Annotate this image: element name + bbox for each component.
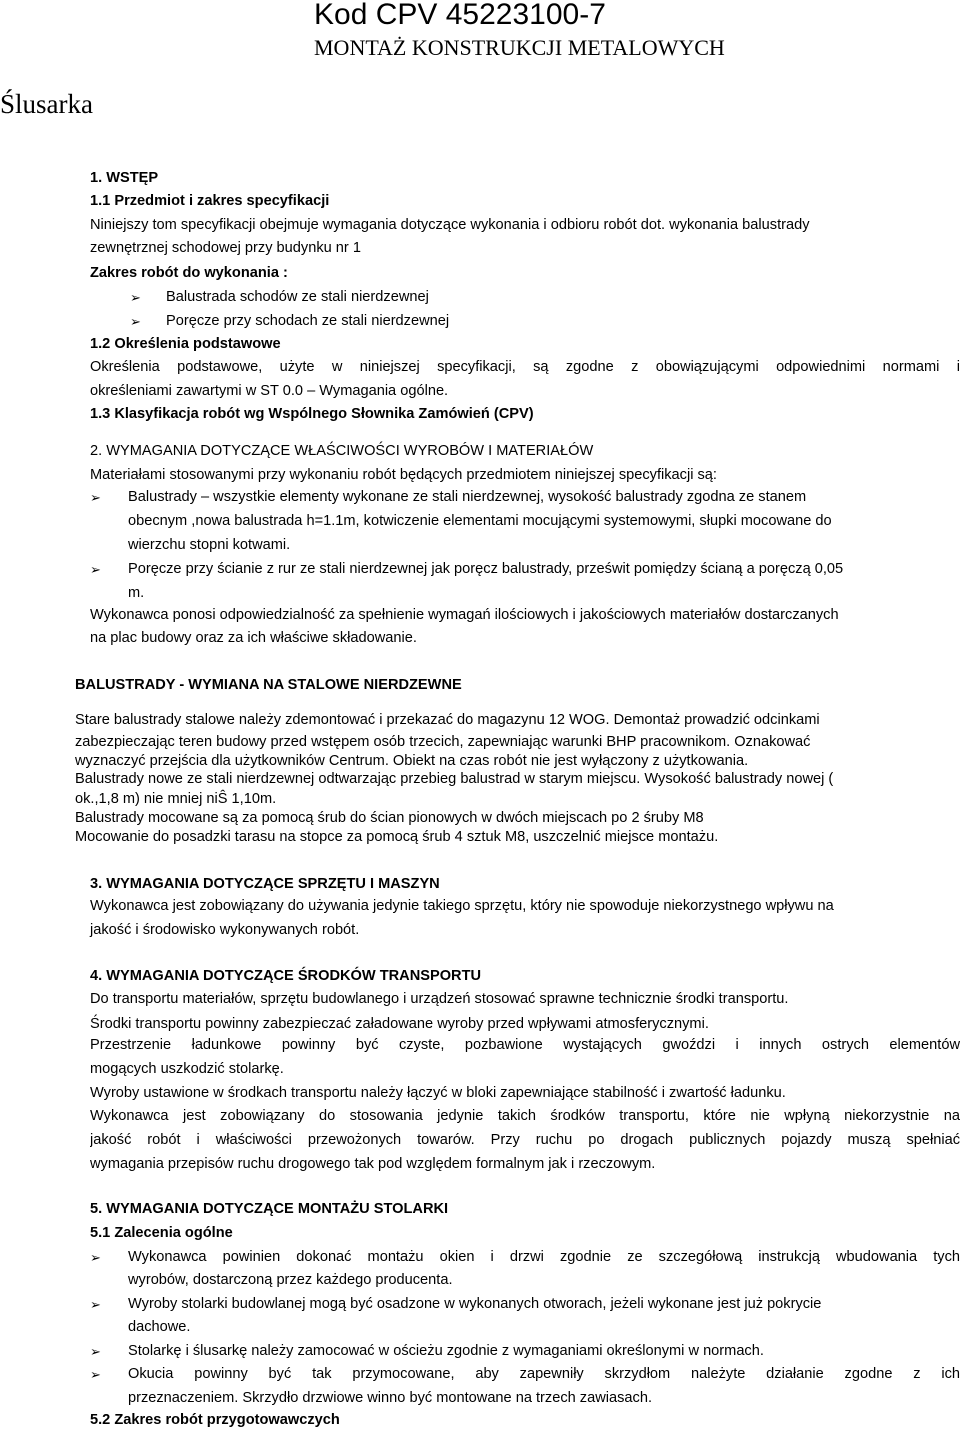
list-item: Poręcze przy ścianie z rur ze stali nierdzewnej jak poręcz balustrady, prześwit pomiędzy ścianą a poręczą 0,05 bbox=[128, 561, 844, 577]
paragraph-line: Środki transportu powinny zabezpieczać załadowane wyroby przed wpływami atmosferycznymi. bbox=[90, 1016, 709, 1032]
paragraph-line: Określenia podstawowe, użyte w niniejszej specyfikacji, są zgodne z obowiązującymi odpowiednimi normami i bbox=[90, 359, 960, 375]
bullet-arrow-icon: ➢ bbox=[90, 1367, 101, 1382]
paragraph-line: wymagania przepisów ruchu drogowego tak pod względem formalnym jak i rzeczowym. bbox=[90, 1156, 656, 1172]
paragraph-line: Materiałami stosowanymi przy wykonaniu robót będących przedmiotem niniejszej specyfikacji są: bbox=[90, 467, 717, 483]
paragraph-line: jakość robót i właściwości przewożonych towarów. Przy ruchu po drogach publicznych pojazdy muszą spełniać bbox=[90, 1132, 960, 1148]
paragraph-line: Stare balustrady stalowe należy zdemontować i przekazać do magazynu 12 WOG. Demontaż prowadzić odcinkami bbox=[75, 712, 820, 728]
paragraph-line: wyznaczyć przejścia dla użytkowników Centrum. Obiekt na czas robót nie jest wyłączony z użytkowania. bbox=[75, 753, 749, 769]
paragraph-label: Zakres robót do wykonania : bbox=[90, 265, 288, 281]
subsection-heading: 5.2 Zakres robót przygotowawczych bbox=[90, 1412, 340, 1428]
section-heading: 5. WYMAGANIA DOTYCZĄCE MONTAŻU STOLARKI bbox=[90, 1201, 449, 1217]
list-item: Stolarkę i ślusarkę należy zamocować w ościeżu zgodnie z wymaganiami określonymi w normach. bbox=[128, 1343, 764, 1359]
list-item-continuation: przeznaczeniem. Skrzydło drzwiowe winno być montowane na trzech zawiasach. bbox=[128, 1390, 652, 1406]
list-item-continuation: dachowe. bbox=[128, 1319, 191, 1335]
paragraph-line: zewnętrznej schodowej przy budynku nr 1 bbox=[90, 240, 361, 256]
cpv-code-title: Kod CPV 45223100-7 bbox=[314, 0, 606, 31]
paragraph-line: Wykonawca jest zobowiązany do używania jedynie takiego sprzętu, który nie spowoduje niekorzystnego wpływu na bbox=[90, 898, 834, 914]
paragraph-line: ok.,1,8 m) nie mniej niŜ 1,10m. bbox=[75, 791, 277, 807]
section-heading: BALUSTRADY - WYMIANA NA STALOWE NIERDZEWNE bbox=[75, 677, 462, 693]
list-item: Balustrady – wszystkie elementy wykonane ze stali nierdzewnej, wysokość balustrady zgodna ze stanem bbox=[128, 489, 807, 505]
list-item: Wyroby stolarki budowlanej mogą być osadzone w wykonanych otworach, jeżeli wykonane jest już pokrycie bbox=[128, 1296, 822, 1312]
list-item-continuation: wyrobów, dostarczoną przez każdego producenta. bbox=[128, 1272, 453, 1288]
paragraph-line: mogących uszkodzić stolarkę. bbox=[90, 1061, 284, 1077]
bullet-arrow-icon: ➢ bbox=[90, 562, 101, 577]
list-item: Wykonawca powinien dokonać montażu okien i drzwi zgodnie ze szczegółową instrukcją wbudowania tych bbox=[128, 1249, 960, 1265]
bullet-arrow-icon: ➢ bbox=[90, 1250, 101, 1265]
paragraph-line: Balustrady nowe ze stali nierdzewnej odtwarzając przebieg balustrad w starym miejscu. Wysokość balustrady nowej ( bbox=[75, 771, 834, 787]
subsection-heading: 5.1 Zalecenia ogólne bbox=[90, 1225, 233, 1241]
document-subtitle: MONTAŻ KONSTRUKCJI METALOWYCH bbox=[314, 35, 725, 60]
bullet-arrow-icon: ➢ bbox=[130, 314, 141, 329]
subsection-heading: 1.1 Przedmiot i zakres specyfikacji bbox=[90, 193, 330, 209]
paragraph-line: Wykonawca jest zobowiązany do stosowania jedynie takich środków transportu, które nie wpłyną niekorzystnie na bbox=[90, 1108, 960, 1124]
section-heading: 1. WSTĘP bbox=[90, 170, 159, 186]
section-heading: 3. WYMAGANIA DOTYCZĄCE SPRZĘTU I MASZYN bbox=[90, 876, 440, 892]
paragraph-line: zabezpieczając teren budowy przed wstępem osób trzecich, zapewniając warunki BHP pracownikom. Oznakować bbox=[75, 734, 811, 750]
paragraph-line: Balustrady mocowane są za pomocą śrub do ścian pionowych w dwóch miejscach po 2 śruby M8 bbox=[75, 810, 704, 826]
bullet-arrow-icon: ➢ bbox=[90, 1344, 101, 1359]
subsection-heading: 1.2 Określenia podstawowe bbox=[90, 336, 281, 352]
list-item-continuation: obecnym ,nowa balustrada h=1.1m, kotwiczenie elementami mocującymi systemowymi, słupki mocowane do bbox=[128, 513, 832, 529]
paragraph-line: Wykonawca ponosi odpowiedzialność za spełnienie wymagań ilościowych i jakościowych materiałów dostarczanych bbox=[90, 607, 839, 623]
paragraph-line: Mocowanie do posadzki tarasu na stopce za pomocą śrub 4 sztuk M8, uszczelnić miejsce montażu. bbox=[75, 829, 719, 845]
subsection-heading: 1.3 Klasyfikacja robót wg Wspólnego Słownika Zamówień (CPV) bbox=[90, 406, 534, 422]
paragraph-line: określeniami zawartymi w ST 0.0 – Wymagania ogólne. bbox=[90, 383, 449, 399]
bullet-arrow-icon: ➢ bbox=[90, 1297, 101, 1312]
paragraph-line: Do transportu materiałów, sprzętu budowlanego i urządzeń stosować sprawne technicznie środki transportu. bbox=[90, 991, 789, 1007]
list-item-continuation: wierzchu stopni kotwami. bbox=[128, 537, 291, 553]
paragraph-line: jakość i środowisko wykonywanych robót. bbox=[90, 922, 360, 938]
section-heading: 2. WYMAGANIA DOTYCZĄCE WŁAŚCIWOŚCI WYROBÓW I MATERIAŁÓW bbox=[90, 443, 594, 459]
list-item: Poręcze przy schodach ze stali nierdzewnej bbox=[166, 313, 450, 329]
bullet-arrow-icon: ➢ bbox=[130, 290, 141, 305]
list-item-continuation: m. bbox=[128, 585, 145, 601]
section-heading: 4. WYMAGANIA DOTYCZĄCE ŚRODKÓW TRANSPORTU bbox=[90, 968, 482, 984]
list-item: Okucia powinny być tak przymocowane, aby zapewniły skrzydłom należyte działanie zgodne z ich bbox=[128, 1366, 960, 1382]
paragraph-line: Niniejszy tom specyfikacji obejmuje wymagania dotyczące wykonania i odbioru robót dot. wykonania balustrady bbox=[90, 217, 810, 233]
paragraph-line: na plac budowy oraz za ich właściwe składowanie. bbox=[90, 630, 417, 646]
document-category: Ślusarka bbox=[0, 89, 93, 119]
paragraph-line: Przestrzenie ładunkowe powinny być czyste, pozbawione wystających gwoździ i innych ostrych elementów bbox=[90, 1037, 960, 1053]
list-item: Balustrada schodów ze stali nierdzewnej bbox=[166, 289, 429, 305]
paragraph-line: Wyroby ustawione w środkach transportu należy łączyć w bloki zapewniające stabilność i zwartość ładunku. bbox=[90, 1085, 786, 1101]
bullet-arrow-icon: ➢ bbox=[90, 490, 101, 505]
